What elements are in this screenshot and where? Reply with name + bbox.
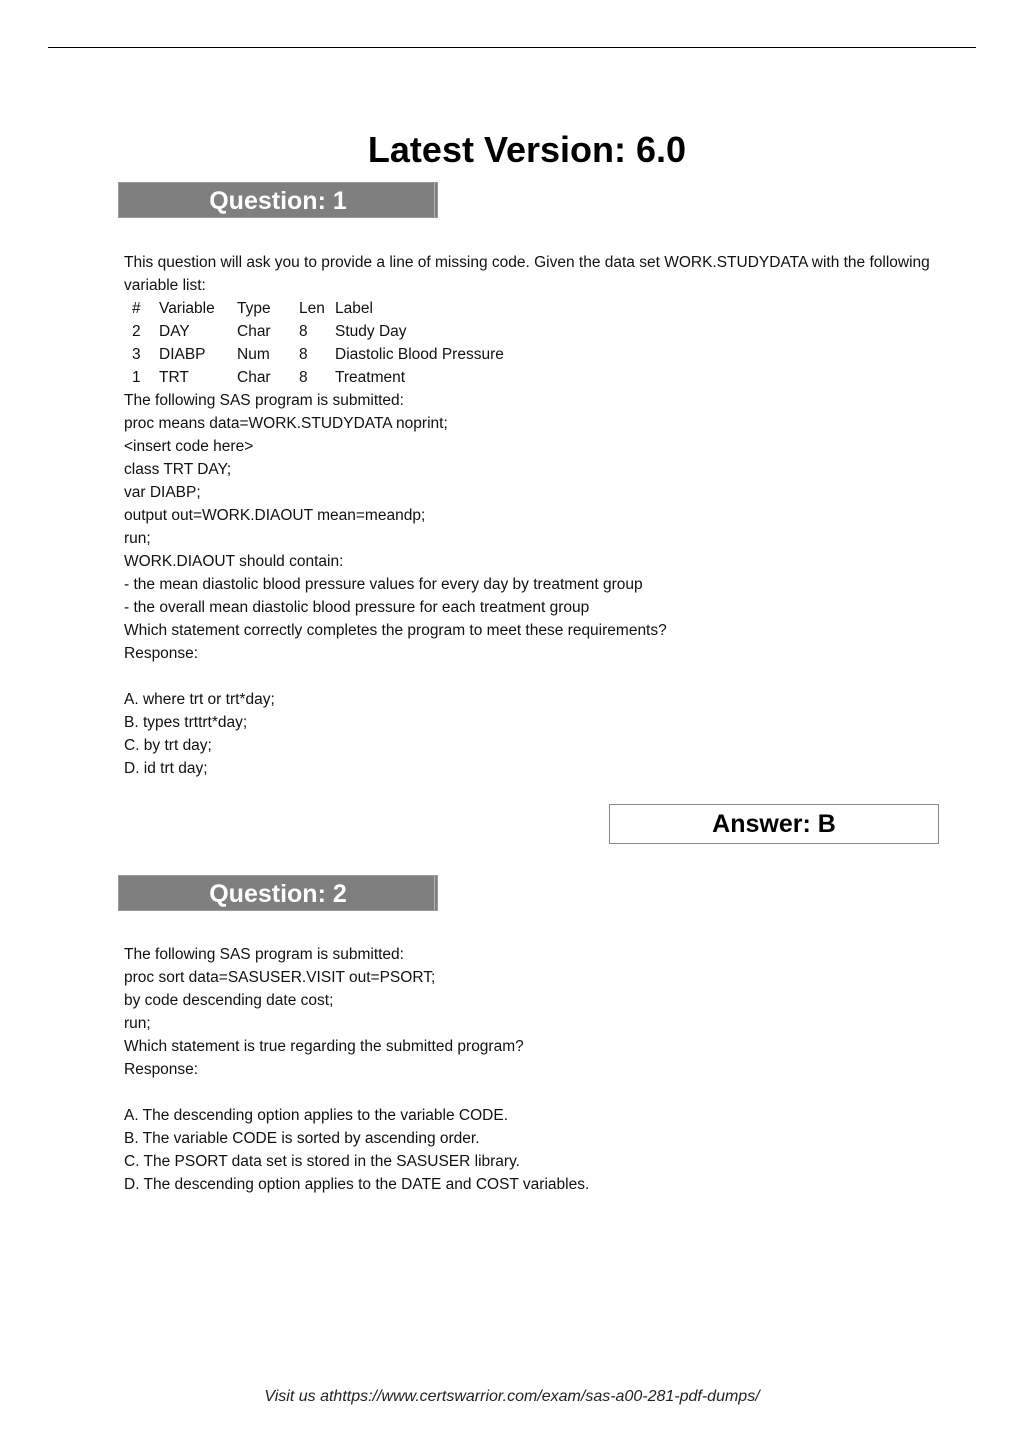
table-cell: Num (237, 346, 270, 363)
answer-option: D. id trt day; (124, 760, 208, 777)
table-row (124, 320, 944, 343)
question-1-line: proc means data=WORK.STUDYDATA noprint; (124, 415, 448, 432)
table-cell: Char (237, 323, 271, 340)
question-1-line: run; (124, 530, 151, 547)
spacer (124, 1081, 944, 1104)
footer-link[interactable]: Visit us athttps://www.certswarrior.com/exam/sas-a00-281-pdf-dumps/ (264, 1388, 760, 1405)
question-2-line: The following SAS program is submitted: (124, 946, 404, 963)
answer-option: A. The descending option applies to the variable CODE. (124, 1107, 509, 1124)
table-header-cell: # (132, 300, 141, 317)
question-1-line: output out=WORK.DIAOUT mean=meandp; (124, 507, 426, 524)
table-cell: Treatment (335, 369, 406, 386)
question-2-line: Which statement is true regarding the submitted program? (124, 1038, 524, 1055)
table-cell: TRT (159, 369, 189, 386)
question-2-line: proc sort data=SASUSER.VISIT out=PSORT; (124, 969, 436, 986)
question-1-line: WORK.DIAOUT should contain: (124, 553, 344, 570)
answer-option: A. where trt or trt*day; (124, 691, 275, 708)
header-rule (48, 47, 976, 48)
table-cell: DIABP (159, 346, 206, 363)
table-cell: Study Day (335, 323, 407, 340)
question-2-line: Response: (124, 1061, 199, 1078)
variable-table (124, 297, 944, 389)
answer-option: B. The variable CODE is sorted by ascending order. (124, 1130, 480, 1147)
question-1-line: Response: (124, 645, 199, 662)
question-1-line: Which statement correctly completes the program to meet these requirements? (124, 622, 667, 639)
answer-option: C. The PSORT data set is stored in the SASUSER library. (124, 1153, 520, 1170)
table-cell: 3 (132, 346, 141, 363)
variable-table-header (124, 297, 944, 320)
answer-option: B. types trttrt*day; (124, 714, 248, 731)
question-1-intro: This question will ask you to provide a line of missing code. Given the data set WORK.STUDYDATA with the following variable list: (124, 254, 930, 294)
table-row (124, 343, 944, 366)
answer-option: D. The descending option applies to the DATE and COST variables. (124, 1176, 590, 1193)
table-header-cell: Variable (159, 300, 215, 317)
question-1-line: The following SAS program is submitted: (124, 392, 404, 409)
page-title: Latest Version: 6.0 (367, 129, 687, 170)
question-1-line: var DIABP; (124, 484, 201, 501)
question-1-line: - the mean diastolic blood pressure values for every day by treatment group (124, 576, 643, 593)
question-1-banner: Question: 1 (118, 182, 438, 218)
table-cell: 8 (299, 369, 308, 386)
spacer (124, 665, 944, 688)
table-cell: Diastolic Blood Pressure (335, 346, 504, 363)
answer-box: Answer: B (609, 804, 939, 844)
answer-option: C. by trt day; (124, 737, 212, 754)
table-cell: 2 (132, 323, 141, 340)
question-1-line: <insert code here> (124, 438, 254, 455)
table-header-cell: Len (299, 300, 325, 317)
table-row (124, 366, 944, 389)
table-cell: 8 (299, 346, 308, 363)
table-header-cell: Label (335, 300, 373, 317)
question-2-line: run; (124, 1015, 151, 1032)
question-1-text (124, 251, 944, 780)
question-1-line: class TRT DAY; (124, 461, 232, 478)
question-2-banner: Question: 2 (118, 875, 438, 911)
table-header-cell: Type (237, 300, 271, 317)
table-cell: Char (237, 369, 271, 386)
table-cell: 8 (299, 323, 308, 340)
question-2-text (124, 943, 944, 1196)
question-2-line: by code descending date cost; (124, 992, 334, 1009)
question-1-line: - the overall mean diastolic blood pressure for each treatment group (124, 599, 590, 616)
table-cell: DAY (159, 323, 190, 340)
table-cell: 1 (132, 369, 141, 386)
